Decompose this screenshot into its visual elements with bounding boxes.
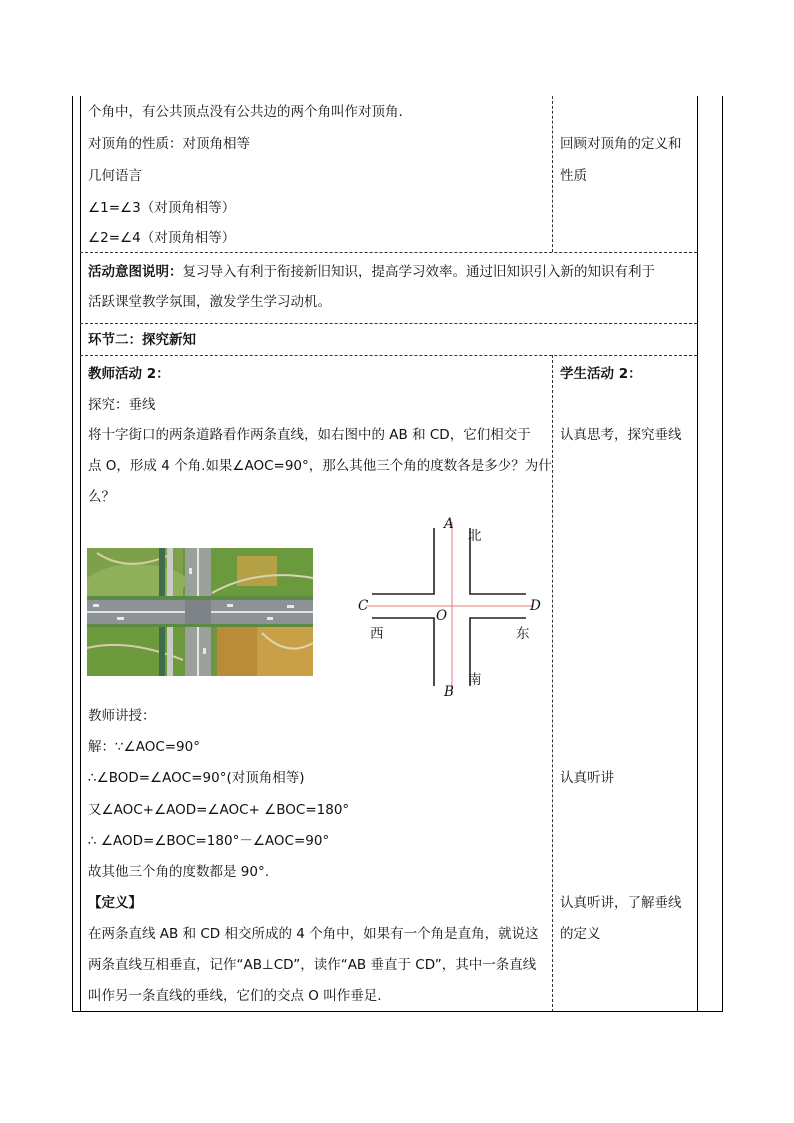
explore-label: 探究：垂线 [88, 397, 156, 413]
definition-line-1: 在两条直线 AB 和 CD 相交所成的 4 个角中，如果有一个角是直角，就说这 [88, 926, 539, 942]
definition-line-2: 两条直线互相垂直，记作“AB⊥CD”，读作“AB 垂直于 CD”，其中一条直线 [88, 957, 537, 973]
intro-line-2: 对顶角的性质：对顶角相等 [88, 136, 250, 152]
intersection-photo [87, 548, 313, 676]
table-right-border [722, 96, 723, 1012]
intersection-diagram [352, 510, 552, 706]
student-activity-3a: 认真听讲，了解垂线 [560, 895, 682, 911]
teacher-heading: 教师活动 2： [88, 366, 170, 382]
explore-para-1: 将十字街口的两条道路看作两条直线，如右图中的 AB 和 CD，它们相交于 [88, 427, 531, 443]
solution-line-5: 故其他三个角的度数都是 90°. [88, 864, 270, 880]
section-title: 环节二：探究新知 [88, 332, 196, 348]
student-heading: 学生活动 2： [560, 366, 642, 382]
column-divider-middle-top [552, 96, 553, 252]
column-divider-left [80, 96, 81, 1012]
label-a: A [444, 516, 454, 532]
row-divider-3 [80, 355, 697, 356]
table-left-border [72, 96, 73, 1012]
label-c: C [358, 598, 369, 614]
solution-line-4: ∴ ∠AOD=∠BOC=180°－∠AOC=90° [88, 833, 330, 849]
label-d: D [530, 598, 541, 614]
intro-line-4: ∠1=∠3（对顶角相等） [88, 200, 236, 216]
table-bottom-border [72, 1011, 722, 1012]
solution-line-2: ∴∠BOD=∠AOC=90°(对顶角相等) [88, 770, 305, 786]
intro-line-5: ∠2=∠4（对顶角相等） [88, 230, 236, 246]
intent-text-line-1 [88, 262, 655, 282]
definition-title: 【定义】 [88, 895, 142, 911]
definition-line-3: 叫作另一条直线的垂线，它们的交点 O 叫作垂足. [88, 988, 382, 1004]
road-edge-nw [372, 528, 434, 594]
label-o: O [436, 608, 448, 624]
label-south: 南 [468, 672, 482, 688]
explore-para-2: 点 O，形成 4 个角.如果∠AOC=90°，那么其他三个角的度数各是多少？为什 [88, 458, 552, 474]
solution-line-1: 解：∵∠AOC=90° [88, 739, 200, 755]
lecture-label: 教师讲授： [88, 708, 156, 724]
row-divider-1 [80, 252, 697, 253]
intro-line-1: 个角中，有公共顶点没有公共边的两个角叫作对顶角. [88, 104, 403, 120]
column-divider-middle-bottom [552, 355, 553, 1012]
intent-text-1: 复习导入有利于衔接新旧知识，提高学习效率。通过旧知识引入新的知识有利于 [182, 264, 655, 280]
intent-label: 活动意图说明： [88, 264, 183, 280]
label-north: 北 [468, 528, 482, 544]
label-east: 东 [516, 626, 530, 642]
column-divider-right [697, 96, 698, 1012]
intersection-diagram-graphic [352, 510, 552, 706]
intersection-photo-graphic [87, 548, 313, 676]
intro-right-2: 性质 [560, 168, 587, 184]
solution-line-3: 又∠AOC+∠AOD=∠AOC+ ∠BOC=180° [88, 802, 350, 818]
intro-line-3: 几何语言 [88, 168, 142, 184]
explore-para-3: 么？ [88, 489, 115, 505]
label-b: B [444, 684, 454, 700]
label-west: 西 [370, 626, 384, 642]
student-activity-1: 认真思考，探究垂线 [560, 427, 682, 443]
intent-text-line-2: 活跃课堂教学氛围，激发学生学习动机。 [88, 294, 331, 310]
intro-right-1: 回顾对顶角的定义和 [560, 136, 682, 152]
row-divider-2 [80, 323, 697, 324]
student-activity-3b: 的定义 [560, 926, 601, 942]
student-activity-2: 认真听讲 [560, 770, 614, 786]
